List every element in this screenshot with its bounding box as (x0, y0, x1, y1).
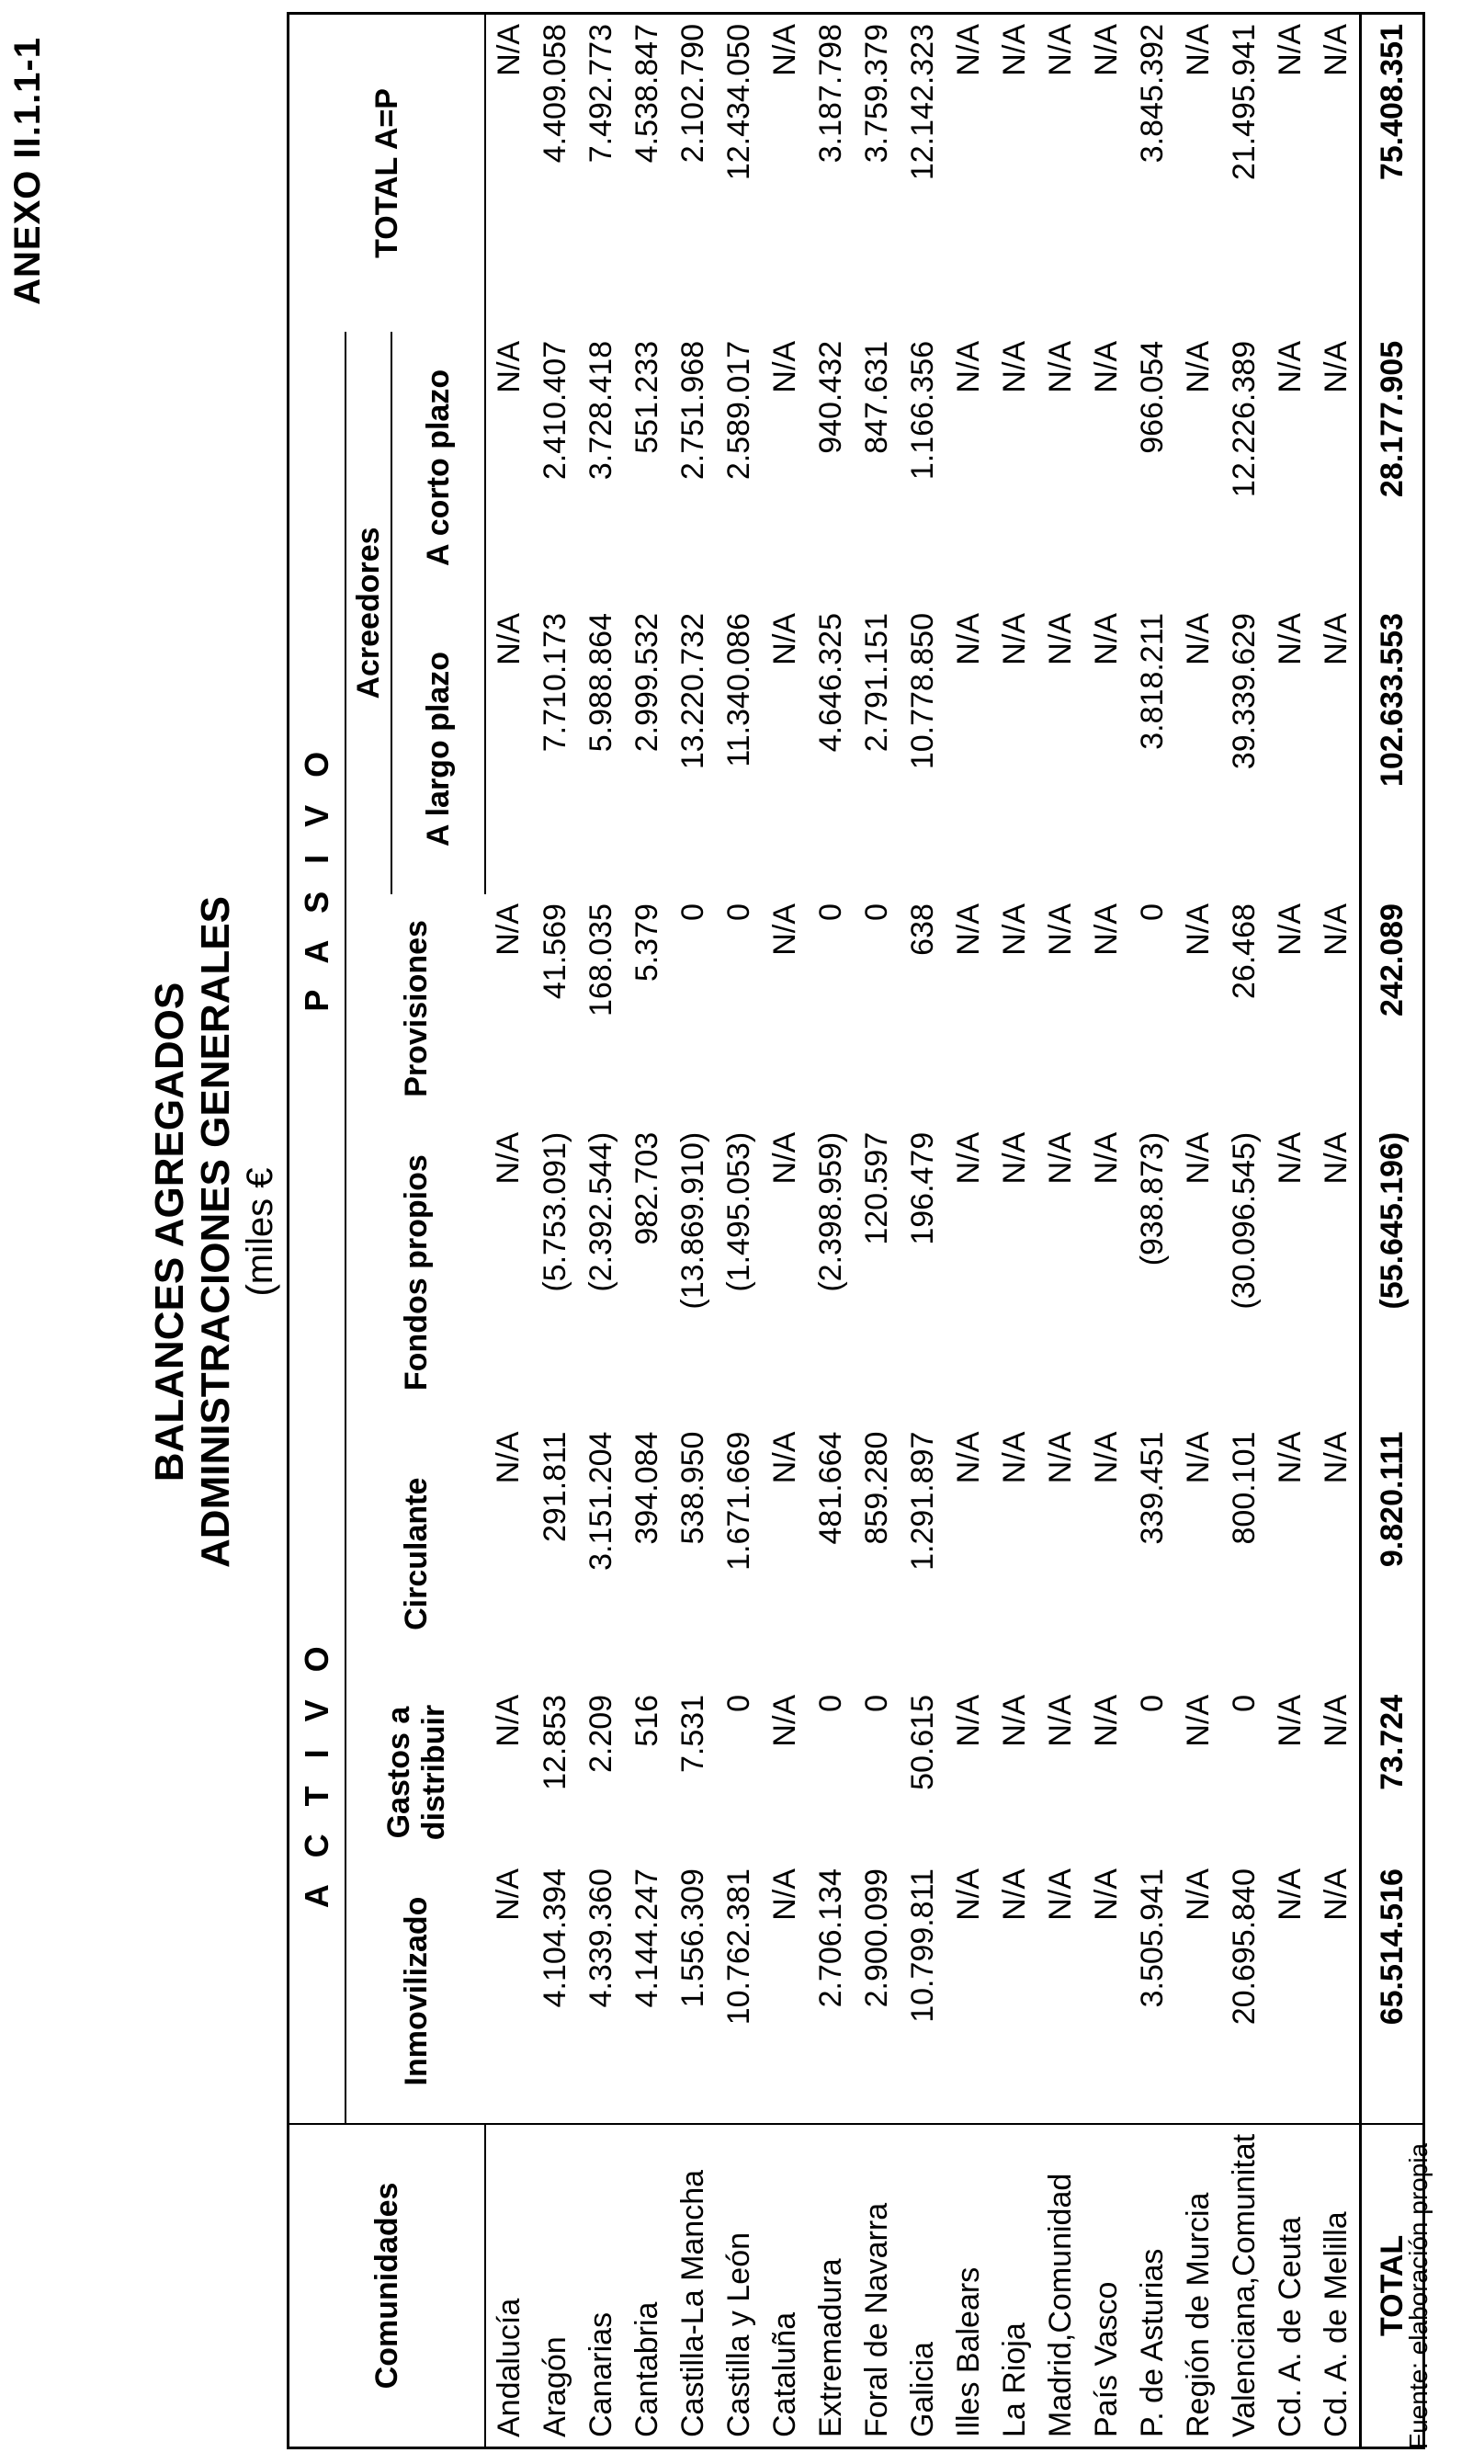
cell-corto-plazo: N/A (1272, 340, 1308, 393)
units-label: (miles € (240, 1167, 280, 1297)
title-block (147, 0, 281, 2464)
cell-provisiones: 638 (904, 903, 940, 956)
table-row (1129, 14, 1175, 2448)
cell-provisiones: 0 (720, 903, 756, 921)
row-name: Cd. A. de Ceuta (1267, 2124, 1313, 2448)
table-row (900, 14, 946, 2448)
cell-total-ap: 12.142.323 (904, 24, 940, 181)
row-name: Cantabria (624, 2124, 670, 2448)
title-line-1: BALANCES AGREGADOS (147, 982, 192, 1482)
cell-largo-plazo: 3.818.211 (1134, 613, 1170, 750)
header-total-ap: TOTAL A=P (289, 14, 486, 332)
cell-provisiones: 41.569 (537, 903, 572, 1000)
cell-largo-plazo: 10.778.850 (904, 613, 940, 770)
cell-gastos: 2.209 (583, 1694, 618, 1774)
cell-corto-plazo: 551.233 (629, 340, 664, 454)
cell-fondos: (2.398.959) (812, 1131, 848, 1292)
cell-circulante: N/A (1088, 1431, 1124, 1484)
cell-gastos: 0 (858, 1694, 894, 1712)
cell-fondos: (1.495.053) (720, 1131, 756, 1292)
cell-gastos: 50.615 (904, 1694, 940, 1790)
cell-circulante: N/A (1318, 1431, 1354, 1484)
cell-inmovilizado: 4.104.394 (537, 1868, 572, 2008)
annex-label: ANEXO II.1.1-1 (7, 37, 48, 305)
cell-fondos: N/A (1318, 1131, 1354, 1185)
cell-circulante: 394.084 (629, 1431, 664, 1545)
table-row (854, 14, 900, 2448)
total-row (1361, 14, 1424, 2448)
cell-circulante: 859.280 (858, 1431, 894, 1545)
cell-circulante: 538.950 (674, 1431, 710, 1545)
cell-provisiones: N/A (950, 903, 986, 956)
cell-fondos: N/A (1042, 1131, 1078, 1185)
row-name: Aragón (532, 2124, 578, 2448)
cell-inmovilizado: 4.144.247 (629, 1868, 664, 2008)
total-fondos: (55.645.196) (1361, 1123, 1424, 1423)
cell-fondos: 982.703 (629, 1131, 664, 1245)
cell-inmovilizado: N/A (1318, 1868, 1354, 1921)
cell-circulante: 1.671.669 (720, 1431, 756, 1571)
cell-fondos: N/A (950, 1131, 986, 1185)
cell-circulante: 291.811 (537, 1431, 572, 1542)
row-name: Región de Murcia (1175, 2124, 1221, 2448)
cell-circulante: 800.101 (1226, 1431, 1262, 1545)
cell-inmovilizado: N/A (996, 1868, 1032, 1921)
total-provisiones: 242.089 (1361, 894, 1424, 1123)
cell-inmovilizado: N/A (1272, 1868, 1308, 1921)
cell-provisiones: 5.379 (629, 903, 664, 982)
cell-gastos: 7.531 (674, 1694, 710, 1774)
cell-circulante: N/A (996, 1431, 1032, 1484)
cell-total-ap: N/A (1180, 24, 1216, 76)
cell-circulante: 339.451 (1134, 1431, 1170, 1545)
cell-total-ap: 12.434.050 (720, 24, 756, 181)
cell-provisiones: 0 (812, 903, 848, 921)
table-row (1267, 14, 1313, 2448)
cell-largo-plazo: N/A (1318, 613, 1354, 665)
cell-provisiones: N/A (1088, 903, 1124, 956)
cell-fondos: N/A (491, 1131, 526, 1185)
cell-largo-plazo: N/A (996, 613, 1032, 665)
table-row (1037, 14, 1083, 2448)
cell-largo-plazo: 4.646.325 (812, 613, 848, 753)
cell-total-ap: 3.759.379 (858, 24, 894, 164)
table-body (485, 14, 1424, 2448)
cell-corto-plazo: 3.728.418 (583, 340, 618, 481)
cell-corto-plazo: N/A (1042, 340, 1078, 393)
cell-total-ap: N/A (996, 24, 1032, 76)
cell-inmovilizado: 3.505.941 (1134, 1868, 1170, 2008)
cell-total-ap: 7.492.773 (583, 24, 618, 164)
cell-gastos: 12.853 (537, 1694, 572, 1790)
cell-corto-plazo: 966.054 (1134, 340, 1170, 454)
cell-inmovilizado: 20.695.840 (1226, 1868, 1262, 2026)
cell-provisiones: N/A (1318, 903, 1354, 956)
cell-corto-plazo: N/A (1088, 340, 1124, 393)
cell-largo-plazo: 2.999.532 (629, 613, 664, 753)
cell-gastos: N/A (1318, 1694, 1354, 1747)
cell-total-ap: N/A (491, 24, 527, 76)
cell-largo-plazo: 39.339.629 (1226, 613, 1262, 770)
cell-circulante: N/A (491, 1431, 526, 1484)
row-name: Castilla-La Mancha (670, 2124, 716, 2448)
cell-inmovilizado: N/A (1088, 1868, 1124, 1921)
cell-inmovilizado: N/A (491, 1868, 526, 1921)
cell-corto-plazo: N/A (950, 340, 986, 393)
cell-fondos: N/A (996, 1131, 1032, 1185)
cell-total-ap: 2.102.790 (674, 24, 710, 164)
header-acreedores: Acreedores (346, 332, 391, 894)
cell-fondos: (5.753.091) (537, 1131, 572, 1292)
total-corto-plazo: 28.177.905 (1361, 332, 1424, 604)
cell-provisiones: 26.468 (1226, 903, 1262, 1000)
cell-fondos: (938.873) (1134, 1131, 1170, 1266)
header-fondos: Fondos propios (398, 1154, 434, 1391)
cell-gastos: N/A (1180, 1694, 1216, 1747)
row-name: Andalucía (485, 2124, 532, 2448)
cell-fondos: 120.597 (858, 1131, 894, 1245)
table-row (716, 14, 762, 2448)
cell-corto-plazo: 847.631 (858, 340, 894, 454)
table-row (578, 14, 624, 2448)
row-name: País Vasco (1083, 2124, 1129, 2448)
cell-inmovilizado: 10.799.811 (904, 1868, 940, 2023)
cell-corto-plazo: 12.226.389 (1226, 340, 1262, 498)
cell-inmovilizado: N/A (1180, 1868, 1216, 1921)
table-row (624, 14, 670, 2448)
table-row (991, 14, 1037, 2448)
cell-circulante: 3.151.204 (583, 1431, 618, 1571)
cell-circulante: 1.291.897 (904, 1431, 940, 1571)
cell-total-ap: N/A (766, 24, 802, 76)
cell-corto-plazo: 1.166.356 (904, 340, 940, 481)
header-corto-plazo: A corto plazo (391, 332, 485, 604)
cell-largo-plazo: 2.791.151 (858, 613, 894, 753)
cell-corto-plazo: 940.432 (812, 340, 848, 454)
cell-inmovilizado: N/A (1042, 1868, 1078, 1921)
cell-corto-plazo: 2.589.017 (720, 340, 756, 481)
cell-largo-plazo: N/A (1272, 613, 1308, 665)
cell-largo-plazo: 13.220.732 (674, 613, 710, 770)
cell-fondos: (30.096.545) (1226, 1131, 1262, 1310)
table-row (1313, 14, 1361, 2448)
cell-provisiones: 0 (1134, 903, 1170, 921)
header-provisiones: Provisiones (398, 920, 434, 1097)
total-label: TOTAL (1361, 2124, 1424, 2448)
cell-corto-plazo: N/A (996, 340, 1032, 393)
cell-total-ap: N/A (950, 24, 986, 76)
cell-gastos: 0 (1134, 1694, 1170, 1712)
cell-largo-plazo: N/A (1088, 613, 1124, 665)
cell-corto-plazo: N/A (491, 340, 527, 393)
header-inmovilizado: Inmovilizado (398, 1896, 434, 2086)
header-circulante: Circulante (398, 1477, 434, 1630)
table-row (1221, 14, 1267, 2448)
total-total-ap: 75.408.351 (1361, 14, 1424, 332)
header-activo: A C T I V O (289, 1423, 346, 2124)
cell-provisiones: N/A (996, 903, 1032, 956)
cell-corto-plazo: 2.410.407 (537, 340, 572, 481)
total-circulante: 9.820.111 (1361, 1423, 1424, 1686)
cell-corto-plazo: N/A (1180, 340, 1216, 393)
row-name: La Rioja (991, 2124, 1037, 2448)
header-largo-plazo: A largo plazo (391, 604, 485, 894)
table-row (808, 14, 854, 2448)
cell-total-ap: N/A (1088, 24, 1124, 76)
cell-inmovilizado: 2.900.099 (858, 1868, 894, 2008)
cell-inmovilizado: 4.339.360 (583, 1868, 618, 2008)
cell-fondos: N/A (1272, 1131, 1308, 1185)
cell-total-ap: N/A (1318, 24, 1354, 76)
cell-inmovilizado: 1.556.309 (674, 1868, 710, 2008)
table-row (762, 14, 808, 2448)
cell-largo-plazo: N/A (1042, 613, 1078, 665)
cell-provisiones: N/A (1042, 903, 1078, 956)
row-name: Cataluña (762, 2124, 808, 2448)
cell-provisiones: N/A (491, 903, 526, 956)
cell-corto-plazo: 2.751.968 (674, 340, 710, 481)
row-name: Cd. A. de Melilla (1313, 2124, 1361, 2448)
cell-provisiones: 0 (674, 903, 710, 921)
cell-fondos: (13.869.910) (674, 1131, 710, 1310)
cell-largo-plazo: N/A (950, 613, 986, 665)
row-name: Illes Balears (946, 2124, 991, 2448)
row-name: Valenciana,Comunitat (1221, 2124, 1267, 2448)
total-inmovilizado: 65.514.516 (1361, 1859, 1424, 2124)
cell-largo-plazo: N/A (491, 613, 527, 665)
cell-gastos: N/A (1088, 1694, 1124, 1747)
header-gastos: Gastos a distribuir (380, 1704, 451, 1841)
table-row (532, 14, 578, 2448)
cell-gastos: N/A (491, 1694, 526, 1747)
cell-gastos: N/A (766, 1694, 802, 1747)
table-row (670, 14, 716, 2448)
cell-fondos: N/A (1088, 1131, 1124, 1185)
cell-fondos: N/A (1180, 1131, 1216, 1185)
source-note: Fuente: elaboración propia (1404, 2142, 1433, 2449)
balance-table (287, 12, 1425, 2449)
cell-gastos: N/A (1042, 1694, 1078, 1747)
cell-gastos: N/A (1272, 1694, 1308, 1747)
cell-total-ap: N/A (1042, 24, 1078, 76)
cell-fondos: (2.392.544) (583, 1131, 618, 1292)
cell-total-ap: 4.409.058 (537, 24, 572, 164)
cell-circulante: 481.664 (812, 1431, 848, 1545)
cell-gastos: N/A (950, 1694, 986, 1747)
table-row (485, 14, 532, 2448)
cell-provisiones: N/A (1272, 903, 1308, 956)
cell-circulante: N/A (766, 1431, 802, 1484)
cell-inmovilizado: N/A (766, 1868, 802, 1921)
cell-inmovilizado: 10.762.381 (720, 1868, 756, 2026)
cell-total-ap: 3.845.392 (1134, 24, 1170, 164)
cell-gastos: 0 (1226, 1694, 1262, 1712)
cell-provisiones: N/A (766, 903, 802, 956)
cell-corto-plazo: N/A (766, 340, 802, 393)
cell-circulante: N/A (1042, 1431, 1078, 1484)
table-row (1083, 14, 1129, 2448)
row-name: Madrid,Comunidad (1037, 2124, 1083, 2448)
cell-provisiones: 0 (858, 903, 894, 921)
total-largo-plazo: 102.633.553 (1361, 604, 1424, 894)
cell-gastos: 516 (629, 1694, 664, 1747)
table-row (946, 14, 991, 2448)
header-pasivo: P A S I V O (289, 332, 346, 1423)
row-name: Castilla y León (716, 2124, 762, 2448)
total-gastos: 73.724 (1361, 1686, 1424, 1859)
cell-corto-plazo: N/A (1318, 340, 1354, 393)
cell-provisiones: N/A (1180, 903, 1216, 956)
cell-total-ap: N/A (1272, 24, 1308, 76)
cell-largo-plazo: N/A (1180, 613, 1216, 665)
cell-inmovilizado: N/A (950, 1868, 986, 1921)
table-row (1175, 14, 1221, 2448)
cell-gastos: 0 (720, 1694, 756, 1712)
row-name: Galicia (900, 2124, 946, 2448)
cell-gastos: N/A (996, 1694, 1032, 1747)
row-name: Extremadura (808, 2124, 854, 2448)
cell-circulante: N/A (1272, 1431, 1308, 1484)
cell-circulante: N/A (1180, 1431, 1216, 1484)
cell-fondos: 196.479 (904, 1131, 940, 1245)
cell-fondos: N/A (766, 1131, 802, 1185)
cell-total-ap: 3.187.798 (812, 24, 848, 164)
cell-largo-plazo: 5.988.864 (583, 613, 618, 753)
cell-circulante: N/A (950, 1431, 986, 1484)
row-name: P. de Asturias (1129, 2124, 1175, 2448)
header-comunidades: Comunidades (289, 2124, 486, 2448)
row-name: Foral de Navarra (854, 2124, 900, 2448)
cell-largo-plazo: 7.710.173 (537, 613, 572, 753)
cell-gastos: 0 (812, 1694, 848, 1712)
cell-provisiones: 168.035 (583, 903, 618, 1016)
cell-total-ap: 21.495.941 (1226, 24, 1262, 181)
row-name: Canarias (578, 2124, 624, 2448)
title-line-2: ADMINISTRACIONES GENERALES (193, 896, 238, 1568)
cell-total-ap: 4.538.847 (629, 24, 664, 164)
cell-inmovilizado: 2.706.134 (812, 1868, 848, 2008)
cell-largo-plazo: N/A (766, 613, 802, 665)
cell-largo-plazo: 11.340.086 (720, 613, 756, 767)
